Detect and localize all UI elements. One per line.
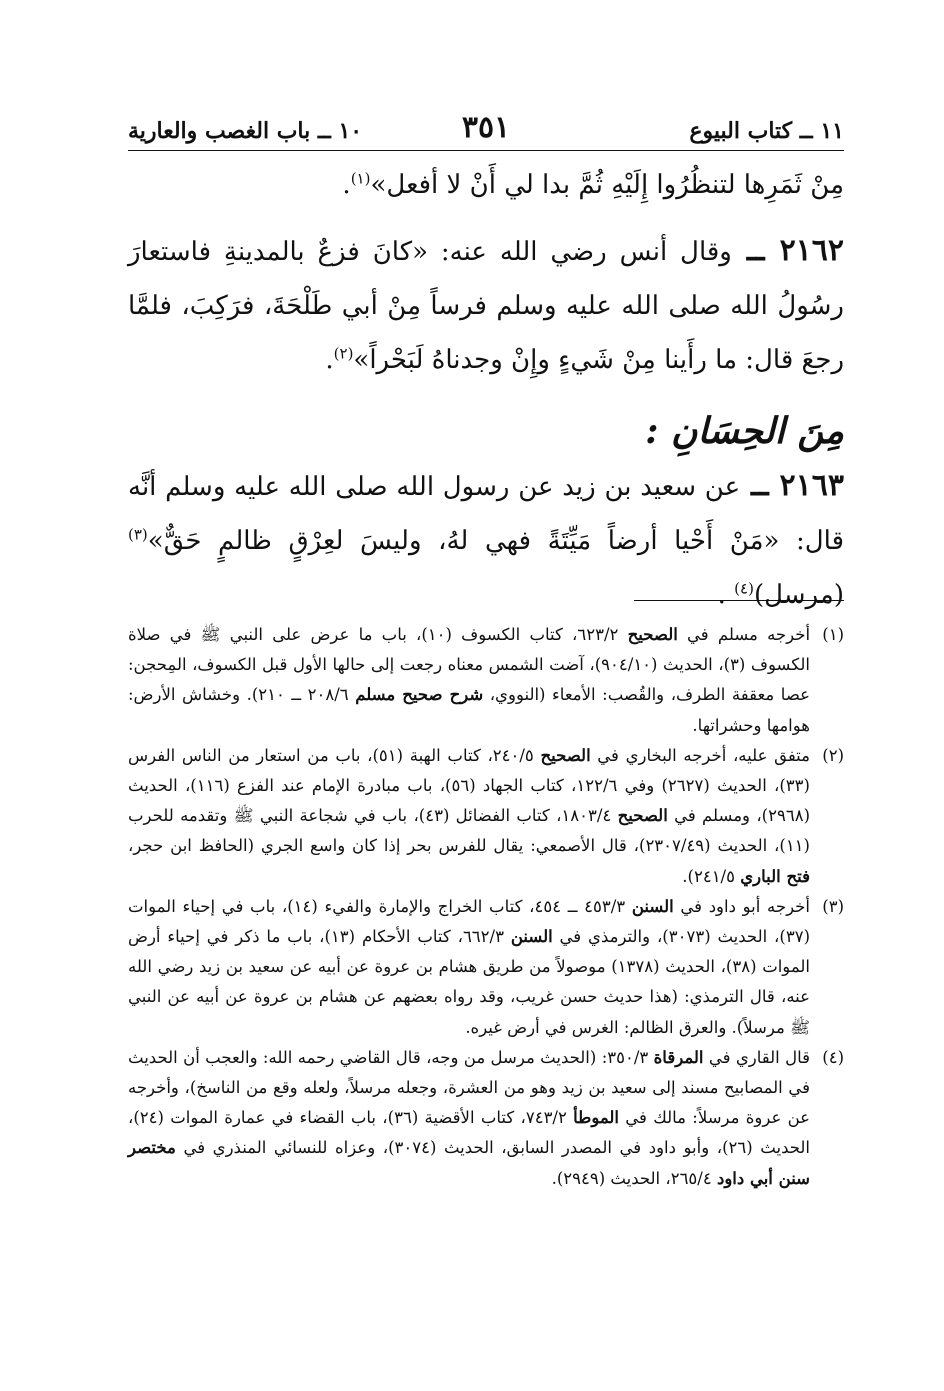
footnote-segment: متفق عليه، أخرجه البخاري في: [590, 745, 810, 765]
book-title: ١١ ــ كتاب البيوع: [689, 118, 844, 144]
hadith-end: .: [325, 345, 334, 375]
footnote-number: (٤): [822, 1047, 844, 1067]
mursal-note: (مرسل): [753, 580, 844, 610]
footnote-segment: ٧٤٣/٢، كتاب الأقضية (٣٦)، باب القضاء في عمارة الموات (٢٤)، الحديث (٢٦)، وأبو داود في المصدر السابق، الحديث (٣٠٧٤)، وعزاه للنسائي المنذري في: [128, 1108, 810, 1158]
footnote-segment: أخرجه أبو داود في: [673, 896, 810, 916]
footnotes: [128, 620, 844, 1194]
footnote-segment: ٣٥٠/٣: (الحديث مرسل من وجه، قال القاضي رحمه الله: والعجب أن الحديث في المصابيح مسند إلى سعيد بن زيد وهو من العشرة، وجعله مرسلاً، ولعله وقع من الناسخ)، وأخرجه عن عروة مرسلاً: مالك في: [128, 1047, 810, 1128]
footnote-source: الصحيح: [627, 625, 678, 644]
footnote-segment: ٢٤٠/٥، كتاب الهبة (٥١)، باب من استعار من الناس الفرس (٣٣)، الحديث (٢٦٢٧) وفي ١٢٢/٦، كتاب الجهاد (٥٦)، باب مبادرة الإمام عند الفزع (١١٦)، الحديث (٢٩٦٨)، ومسلم في: [128, 745, 810, 826]
footnote-source: فتح الباري: [740, 866, 810, 886]
footnote-source: المرقاة: [653, 1047, 704, 1067]
footnote-text: [128, 741, 810, 892]
footnote-1: [128, 620, 844, 741]
hadith-text: وقال أنس رضي الله عنه: «كانَ فزعٌ بالمدينةِ فاستعارَ رسُولُ الله صلى الله عليه وسلم فرساً مِنْ أبي طَلْحَةَ، فرَكِبَ، فلمَّا رجعَ قال: ما رأَينا مِنْ شَيءٍ وإِنْ وجدناهُ لَبَحْراً»: [128, 237, 844, 375]
footnote-3: [128, 892, 844, 1043]
footnote-source: السنن: [631, 896, 674, 916]
footnote-source: مختصر سنن أبي داود: [128, 1138, 810, 1188]
footnote-segment: قال القاري في: [703, 1047, 810, 1067]
hadith-2163: [128, 459, 844, 622]
footnote-segment: ٢٠٨/٦ ــ ٢١٠). وخشاش الأرض: هوامها وحشراتها.: [128, 685, 810, 735]
main-text: [128, 158, 844, 622]
footnote-source: الصحيح: [617, 806, 668, 826]
footnote-2: [128, 741, 844, 892]
hadith-end: .: [717, 580, 735, 610]
hadith-dash: ــ: [731, 233, 780, 268]
footnote-ref-3: (٣): [128, 525, 148, 544]
footnote-source: شرح صحيح مسلم: [355, 685, 484, 705]
footnote-segment: ٢٤١/٥).: [682, 866, 741, 886]
page-number: ٣٥١: [461, 110, 511, 145]
footnote-divider: [634, 600, 844, 601]
continuation-text: مِنْ ثَمَرِها لتنظُرُوا إِلَيْهِ ثُمَّ بدا لي أَنْ لا أفعل»: [370, 170, 844, 200]
footnote-segment: ٦٢٣/٢، كتاب الكسوف (١٠)، باب ما عرض على النبي ﷺ في صلاة الكسوف (٣)، الحديث (٩٠٤/١٠)، آضت الشمس معناه رجعت إلى حالها الأول قبل الكسوف، المِحجن: عصا معقفة الطرف، والقُصب: الأمعاء (النووي،: [128, 625, 810, 705]
footnote-text: [128, 1043, 810, 1194]
hadith-dash: ــ: [740, 468, 780, 503]
chapter-title: ١٠ ــ باب الغصب والعارية: [128, 118, 363, 144]
footnote-segment: ٦٦٢/٣، كتاب الأحكام (١٣)، باب ما ذكر في إحياء أرض الموات (٣٨)، الحديث (١٣٧٨) موصولاً من طريق هشام بن عروة عن أبيه عن سعيد بن زيد رضي الله عنه، قال الترمذي: (هذا حديث حسن غريب، وقد رواه بعضهم عن هشام بن عروة عن أبيه عن النبي ﷺ مرسلاً). والعرق الظالم: الغرس في أرض غيره.: [128, 927, 810, 1037]
footnote-ref-1: (١): [350, 169, 371, 188]
footnote-segment: ١٨٠٣/٤، كتاب الفضائل (٤٣)، باب في شجاعة النبي ﷺ وتقدمه للحرب (١١)، الحديث (٢٣٠٧/٤٩)، قال الأصمعي: يقال للفرس بحر إذا كان واسع الجري (الحافظ ابن حجر،: [128, 806, 810, 856]
header-divider: [128, 150, 844, 151]
hadith-2162: [128, 224, 844, 387]
continuation-paragraph: مِنْ ثَمَرِها لتنظُرُوا إِلَيْهِ ثُمَّ بدا لي أَنْ لا أفعل»$^{(١)}$.: [342, 169, 844, 200]
footnote-ref-4: (٤): [734, 579, 754, 598]
footnote-number: (٣): [822, 896, 844, 916]
hadith-number: ٢١٦٣: [779, 468, 844, 503]
section-heading: مِنَ الحِسَانِ :: [645, 410, 844, 452]
running-header: [128, 108, 844, 152]
hadith-number: ٢١٦٢: [779, 233, 845, 268]
footnote-segment: ٤٥٣/٣ ــ ٤٥٤، كتاب الخراج والإمارة والفيء (١٤)، باب في إحياء الموات (٣٧)، الحديث (٣٠٧٣)، والترمذي في: [128, 896, 810, 947]
footnote-text: [128, 892, 810, 1043]
footnote-source: السنن: [510, 927, 553, 947]
footnote-number: (١): [822, 625, 844, 644]
footnote-text: [128, 620, 810, 741]
hadith-text: عن سعيد بن زيد عن رسول الله صلى الله عليه وسلم أنَّه قال: «مَنْ أَحْيا أرضاً مَيِّتَةً فهي لهُ، وليسَ لعِرْقٍ ظالمٍ حَقٌّ»: [128, 472, 844, 556]
footnote-number: (٢): [822, 745, 844, 765]
footnote-source: الصحيح: [540, 745, 591, 765]
footnote-segment: ٢٦٥/٤، الحديث (٢٩٤٩).: [551, 1168, 717, 1188]
footnote-source: الموطأ: [573, 1108, 619, 1128]
footnote-ref-2: (٢): [333, 344, 354, 363]
footnote-segment: أخرجه مسلم في: [677, 625, 811, 644]
footnote-4: [128, 1043, 844, 1194]
